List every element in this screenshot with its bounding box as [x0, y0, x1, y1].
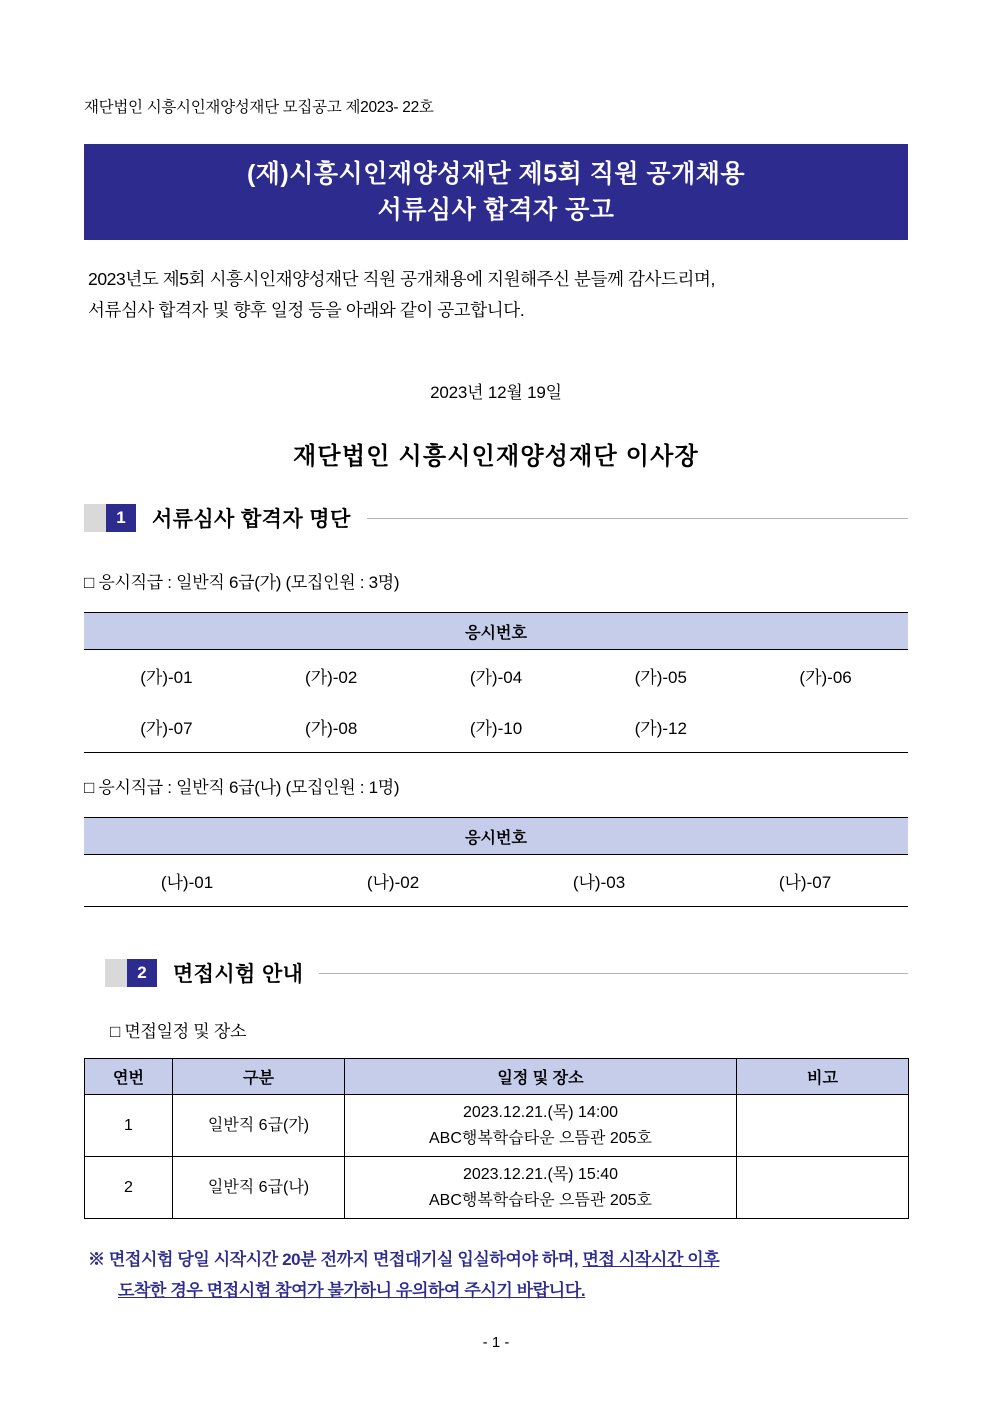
intro-line-2: 서류심사 합격자 및 향후 일정 등을 아래와 같이 공고합니다. — [88, 299, 525, 320]
document-number: 재단법인 시흥시인재양성재단 모집공고 제2023- 22호 — [84, 99, 434, 116]
group-b-label: □ 응시직급 : 일반직 6급(나) (모집인원 : 1명) — [84, 778, 400, 797]
applicant-number: (가)-12 — [578, 701, 743, 753]
table-row — [84, 650, 908, 702]
section-2-header — [105, 958, 908, 988]
schedule-place: ABC행복학습타운 으뜸관 205호 — [428, 1129, 653, 1147]
column-header-type: 구분 — [173, 1059, 345, 1095]
note-line-2-underlined: 도착한 경우 면접시험 참여가 불가하니 유의하여 주시기 바랍니다. — [118, 1280, 586, 1300]
schedule-time: 2023.12.21.(목) 15:40 — [462, 1166, 619, 1184]
applicant-number: (나)-03 — [496, 855, 702, 907]
applicant-number: (가)-04 — [469, 668, 523, 687]
interview-table-header-row — [85, 1059, 909, 1095]
section-1-marker — [84, 504, 106, 532]
applicant-number: (가)-05 — [634, 668, 687, 687]
applicant-number: (나)-01 — [84, 855, 290, 907]
section-1-header — [84, 503, 908, 533]
section-1-title: 서류심사 합격자 명단 — [152, 508, 351, 531]
interview-schedule-table — [84, 1058, 909, 1219]
applicant-number-empty — [743, 701, 908, 753]
column-header-no: 연번 — [85, 1059, 173, 1095]
note-line-1-underlined: 면접 시작시간 이후 — [582, 1250, 720, 1269]
note-line-1-plain: ※ 면접시험 당일 시작시간 20분 전까지 면접대기실 입실하여야 하며, — [88, 1250, 583, 1269]
title-banner — [84, 144, 908, 240]
applicant-number: (가)-10 — [414, 701, 579, 753]
applicant-number: (가)-02 — [305, 668, 358, 687]
section-1-number: 1 — [106, 504, 136, 532]
table-row — [85, 1095, 909, 1157]
group-b-table-header: 응시번호 — [84, 818, 908, 855]
title-line-2: 서류심사 합격자 공고 — [377, 196, 615, 224]
applicant-number: (가)-06 — [799, 668, 852, 687]
section-2-title: 면접시험 안내 — [173, 963, 304, 986]
applicant-number: (나)-07 — [702, 855, 908, 907]
row-no: 2 — [85, 1157, 173, 1219]
page-number: - 1 - — [482, 1334, 510, 1351]
row-schedule — [345, 1095, 737, 1157]
intro-line-1: 2023년도 제5회 시흥시인재양성재단 직원 공개채용에 지원해주신 분들께 감사드리며, — [88, 269, 716, 289]
row-remark — [737, 1095, 909, 1157]
column-header-remark: 비고 — [737, 1059, 909, 1095]
row-remark — [737, 1157, 909, 1219]
schedule-time: 2023.12.21.(목) 14:00 — [462, 1104, 619, 1121]
group-a-table — [84, 612, 908, 753]
table-row — [84, 855, 908, 907]
announcement-date: 2023년 12월 19일 — [430, 383, 562, 402]
section-2-rule — [319, 973, 908, 974]
row-schedule — [345, 1157, 737, 1219]
section-2-marker — [105, 959, 127, 987]
row-no: 1 — [85, 1095, 173, 1157]
intro-paragraph — [88, 264, 908, 325]
column-header-schedule: 일정 및 장소 — [345, 1059, 737, 1095]
applicant-number: (나)-02 — [290, 855, 496, 907]
schedule-place: ABC행복학습타운 으뜸관 205호 — [428, 1191, 653, 1209]
applicant-number: (가)-01 — [140, 668, 193, 687]
group-a-table-header: 응시번호 — [84, 613, 908, 650]
row-type: 일반직 6급(나) — [173, 1157, 345, 1219]
title-line-1: (재)시흥시인재양성재단 제5회 직원 공개채용 — [246, 159, 746, 188]
interview-note — [88, 1245, 912, 1306]
applicant-number: (가)-07 — [84, 701, 249, 753]
row-type: 일반직 6급(가) — [173, 1095, 345, 1157]
group-b-table — [84, 817, 908, 907]
section-1-rule — [367, 518, 908, 519]
interview-sub-label: □ 면접일정 및 장소 — [110, 1022, 247, 1041]
group-a-label: □ 응시직급 : 일반직 6급(가) (모집인원 : 3명) — [84, 573, 400, 592]
organization-name: 재단법인 시흥시인재양성재단 이사장 — [293, 443, 699, 470]
section-2-number: 2 — [127, 959, 157, 987]
applicant-number: (가)-08 — [249, 701, 414, 753]
table-row — [84, 701, 908, 753]
table-row — [85, 1157, 909, 1219]
